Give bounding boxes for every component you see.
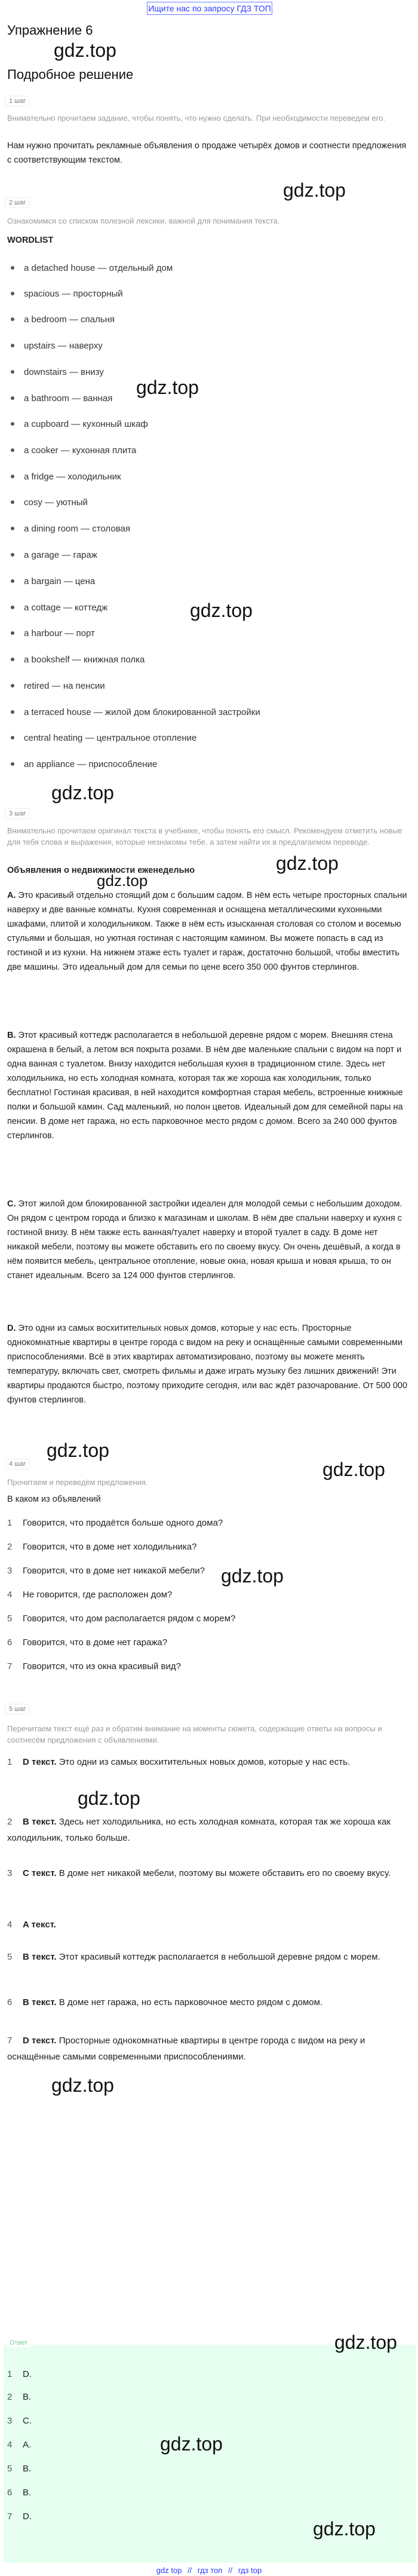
- ads-heading: Объявления о недвижимости еженедельно: [7, 866, 195, 875]
- bullet-icon: [11, 317, 14, 321]
- bottom-link[interactable]: гдз top: [238, 2566, 262, 2575]
- step-5-label: 5 шаг: [5, 1704, 30, 1715]
- wordlist-item: a bathroom — ванная: [7, 393, 112, 404]
- answer-explanation: 4 A текст.: [7, 1920, 56, 1930]
- wordlist-item: a dining room — столовая: [7, 524, 130, 534]
- question-item: 2 Говорится, что в доме нет холодильника?: [7, 1542, 197, 1552]
- wordlist-item: a fridge — холодильник: [7, 472, 121, 482]
- page-title: Упражнение 6: [7, 23, 93, 38]
- bullet-icon: [11, 292, 14, 295]
- step-1-hint: Внимательно прочитаем задание, чтобы понять, что нужно сделать. При необходимости переведем его.: [7, 114, 385, 123]
- wordlist-item: central heating — центральное отопление: [7, 733, 196, 743]
- ad-paragraph-c: C. Этот жилой дом блокированной застройки идеален для молодой семьи с небольшим доходом. Он рядом с центром города и близко к магазинам и школам. В нём две спальни наверху и кухня с гостиной внизу. В нём также есть ванная/туалет наверху и второй туалет в саду. В доме нет никакой мебели, поэтому вы можете обставить его по своему вкусу. Он очень дешёвый, а когда в нём появится мебель, центральное отопление, новые окна, новая крыша и новая крыша, то он станет идеальным. Всего за 124 000 фунтов стерлингов.: [7, 1199, 402, 1281]
- bullet-icon: [11, 684, 14, 687]
- questions-heading: В каком из объявлений: [7, 1495, 101, 1504]
- bottom-link[interactable]: gdz top: [156, 2566, 182, 2575]
- ad-paragraph-d: D. Это одни из самых восхитительных новых домов, которые у нас есть. Просторные однокомнатные квартиры в центре города с видом на реку и оснащённые самыми современными приспособлениями. Всё в этих квартирах автоматизировано, поэтому вы можете менять температуру, включать свет, смотреть фильмы и даже играть музыку без лишних движений! Эти квартиры продаются быстро, поэтому приходите сегодня, или вас ждёт разочарование. От 500 000 фунтов стерлингов.: [7, 1324, 408, 1405]
- watermark: gdz.top: [160, 2433, 223, 2455]
- watermark: gdz.top: [51, 2074, 114, 2096]
- answer-item: 4 A.: [7, 2440, 32, 2450]
- watermark: gdz.top: [283, 179, 346, 201]
- bullet-icon: [11, 370, 14, 374]
- watermark: gdz.top: [276, 852, 339, 874]
- answer-explanation: 6 B текст. В доме нет гаража, но есть парковочное место рядом с домом.: [7, 1997, 323, 2007]
- search-hint-link[interactable]: Ищите нас по запросу ГДЗ ТОП: [147, 2, 272, 15]
- question-item: 1 Говорится, что продаётся больше одного дома?: [7, 1518, 223, 1528]
- wordlist-item: a terraced house — жилой дом блокированной застройки: [7, 707, 260, 717]
- wordlist-item: upstairs — наверху: [7, 341, 103, 351]
- wordlist-item: a detached house — отдельный дом: [7, 263, 173, 273]
- separator: //: [228, 2566, 233, 2575]
- step-4-label: 4 шаг: [5, 1459, 30, 1469]
- watermark: gdz.top: [97, 872, 148, 890]
- wordlist-item: a bargain — цена: [7, 576, 95, 586]
- bullet-icon: [11, 762, 14, 766]
- question-item: 4 Не говорится, где расположен дом?: [7, 1590, 173, 1600]
- bottom-links: [0, 2566, 418, 2575]
- answer-item: 1 D.: [7, 2369, 32, 2379]
- step-2-label: 2 шаг: [5, 197, 30, 208]
- page-subtitle: Подробное решение: [7, 67, 134, 82]
- step-1-label: 1 шаг: [5, 96, 30, 106]
- answer-item: 7 D.: [7, 2511, 32, 2522]
- question-item: 3 Говорится, что в доме нет никакой мебели?: [7, 1566, 205, 1576]
- separator: //: [188, 2566, 192, 2575]
- ad-paragraph-b: B. Этот красивый коттедж располагается в небольшой деревне рядом с морем. Внешняя стена окрашена в белый, а летом вся покрыта розами. В нём две маленькие спальни с видом на порт и одна ванная с туалетом. Внизу находится небольшая кухня в традиционном стиле. Здесь нет холодильника, но есть холодная комната, которая так же хороша как холодильник, только бесплатно! Гостиная красивая, в ней находится комфортная старая мебель, встроенные книжные полки и большой камин. Сад маленький, но полон цветов. Идеальный дом для семейной пары на пенсии. В доме нет гаража, но есть парковочное место рядом с домом. Всего за 240 000 фунтов стерлингов.: [7, 1031, 403, 1141]
- wordlist-item: a cupboard — кухонный шкаф: [7, 419, 148, 429]
- answer-explanation: 2 B текст. Здесь нет холодильника, но есть холодная комната, которая так же хороша как холодильник, только больше.: [7, 1817, 391, 1843]
- step-4-hint: Прочитаем и переведём предложения.: [7, 1478, 148, 1487]
- bullet-icon: [11, 736, 14, 740]
- wordlist-item: cosy — уютный: [7, 497, 88, 508]
- watermark: gdz.top: [221, 1565, 284, 1587]
- answer-item: 5 B.: [7, 2464, 32, 2474]
- watermark: gdz.top: [322, 1459, 385, 1480]
- watermark: gdz.top: [54, 39, 116, 61]
- answer-label: Ответ: [7, 2339, 30, 2347]
- answer-explanation: 7 D текст. Просторные однокомнатные квартиры в центре города с видом на реку и оснащённые самыми современными приспособлениями.: [7, 2036, 365, 2062]
- wordlist-item: a bookshelf — книжная полка: [7, 655, 145, 665]
- answer-explanation: 5 B текст. Этот красивый коттедж располагается в небольшой деревне рядом с морем.: [7, 1952, 380, 1962]
- answer-item: 2 B.: [7, 2392, 32, 2402]
- bullet-icon: [11, 475, 14, 478]
- bullet-icon: [11, 266, 14, 270]
- bullet-icon: [11, 500, 14, 504]
- question-item: 6 Говорится, что в доме нет гаража?: [7, 1637, 168, 1648]
- bullet-icon: [11, 344, 14, 347]
- step-3-hint: Внимательно прочитаем оригинал текста в учебнике, чтобы понять его смысл. Рекомендуем отметить новые для тебя слова и выражения, которые незнакомы тебе, а затем найти их в предлагаемом переводе.: [7, 826, 402, 847]
- wordlist-item: a cooker — кухонная плита: [7, 445, 136, 456]
- step-5-hint: Перечитаем текст ещё раз и обратим внимание на моменты сюжета, содержащие ответы на вопросы и соотнесём предложения с объявлениями.: [7, 1724, 382, 1744]
- answer-item: 3 C.: [7, 2416, 32, 2426]
- wordlist-item: downstairs — внизу: [7, 367, 104, 377]
- step-2-hint: Ознакомимся со списком полезной лексики, важной для понимания текста.: [7, 216, 280, 225]
- answer-explanation: 1 D текст. Это одни из самых восхитительных новых домов, которые у нас есть.: [7, 1757, 351, 1767]
- watermark: gdz.top: [51, 782, 114, 803]
- wordlist-item: retired — на пенсии: [7, 681, 105, 691]
- watermark: gdz.top: [78, 1787, 140, 1809]
- bullet-icon: [11, 422, 14, 426]
- wordlist-item: a cottage — коттедж: [7, 603, 107, 613]
- answer-explanation: 3 C текст. В доме нет никакой мебели, поэтому вы можете обставить его по своему вкусу.: [7, 1868, 391, 1878]
- answer-item: 6 B.: [7, 2488, 32, 2498]
- bullet-icon: [11, 579, 14, 583]
- watermark: gdz.top: [334, 2331, 397, 2353]
- bullet-icon: [11, 396, 14, 400]
- watermark: gdz.top: [47, 1440, 109, 1461]
- watermark: gdz.top: [136, 377, 199, 398]
- bullet-icon: [11, 553, 14, 557]
- watermark: gdz.top: [190, 600, 253, 621]
- wordlist-heading: WORDLIST: [7, 236, 54, 245]
- wordlist-item: a bedroom — спальня: [7, 314, 115, 325]
- bullet-icon: [11, 631, 14, 635]
- bottom-link[interactable]: гдз топ: [197, 2566, 223, 2575]
- question-item: 7 Говорится, что из окна красивый вид?: [7, 1661, 181, 1672]
- wordlist-item: a garage — гараж: [7, 550, 97, 560]
- step-1-text: Нам нужно прочитать рекламные объявления о продаже четырёх домов и соотнести предложения с соответствующим текстом.: [7, 141, 407, 165]
- watermark: gdz.top: [313, 2518, 376, 2540]
- bullet-icon: [11, 710, 14, 714]
- wordlist-item: spacious — просторный: [7, 289, 123, 299]
- wordlist-item: a harbour — порт: [7, 628, 95, 638]
- bullet-icon: [11, 527, 14, 530]
- top-banner: [0, 0, 418, 18]
- question-item: 5 Говорится, что дом располагается рядом с морем?: [7, 1614, 236, 1624]
- bullet-icon: [11, 606, 14, 609]
- bullet-icon: [11, 658, 14, 661]
- ad-paragraph-a: A. Это красивый отдельно стоящий дом с большим садом. В нём есть четыре просторных спальни наверху и две ванные комнаты. Кухня современная и оснащена металлическими кухонными шкафами, плитой и холодильником. Также в нём есть изысканная столовая со столом и восемью стульями и большая, но уютная гостиная с настоящим камином. Вы можете попасть в сад из гостиной и из кухни. На нижнем этаже есть туалет и гараж, достаточно большой, чтобы вместить две машины. Это идеальный дом для семьи по цене всего 350 000 фунтов стерлингов.: [7, 891, 407, 972]
- wordlist-item: an appliance — приспособление: [7, 759, 157, 769]
- step-3-label: 3 шаг: [5, 808, 30, 819]
- bullet-icon: [11, 448, 14, 452]
